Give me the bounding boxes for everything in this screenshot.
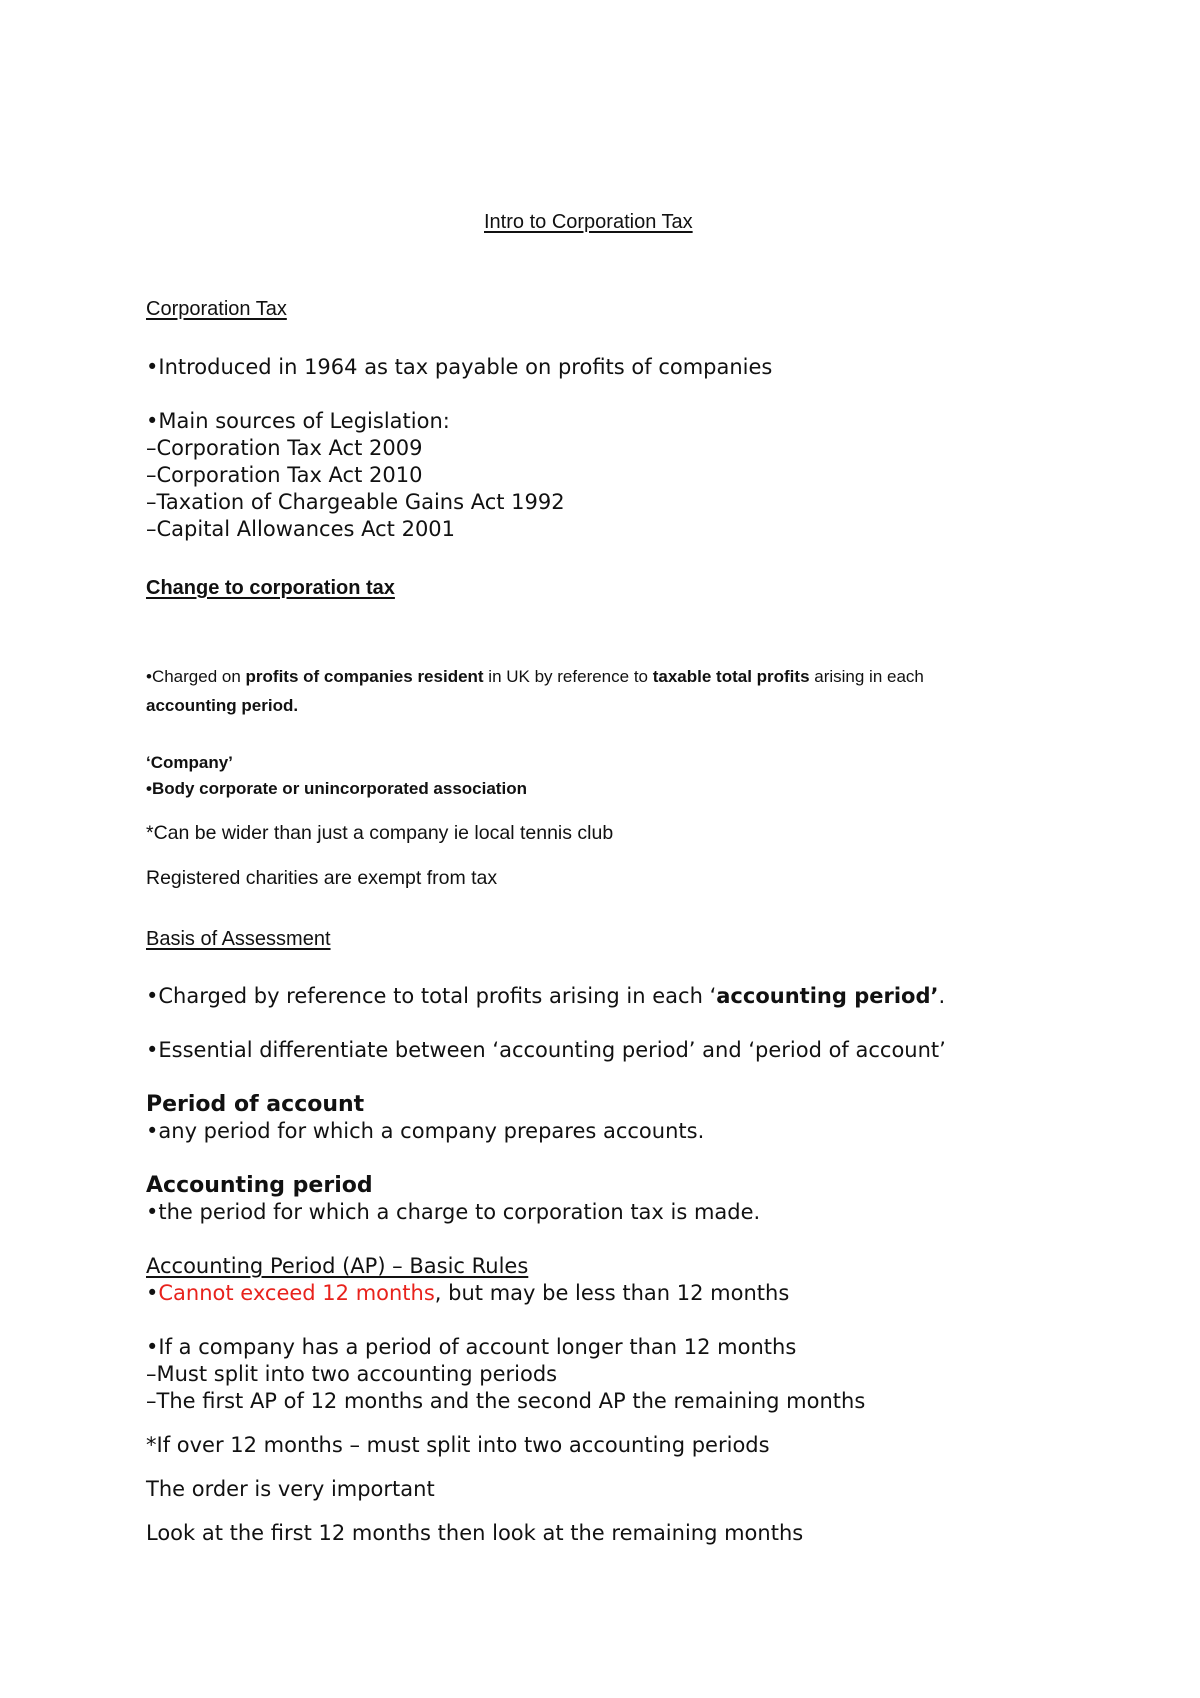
document-title: Intro to Corporation Tax [484, 211, 693, 233]
source-item: –Corporation Tax Act 2010 [146, 463, 423, 487]
basis-charged-end: . [938, 984, 946, 1008]
accounting-period-heading: Accounting period [146, 1173, 373, 1198]
over-12-note: *If over 12 months – must split into two accounting periods [146, 1433, 770, 1457]
basis-charged-bold: accounting period’ [716, 984, 939, 1008]
order-note: The order is very important [146, 1477, 435, 1501]
rule-1-line [146, 1283, 789, 1304]
basis-charged-line [146, 986, 945, 1007]
source-item: –Corporation Tax Act 2009 [146, 436, 423, 460]
look-note: Look at the first 12 months then look at the remaining months [146, 1521, 804, 1545]
charged-on-line-2: accounting period. [146, 696, 299, 715]
charged-on-line [146, 668, 924, 685]
section-heading-basis: Basis of Assessment [146, 928, 331, 950]
charged-bold: taxable total profits [652, 667, 810, 686]
rule-1-rest: , but may be less than 12 months [434, 1281, 790, 1305]
rule-2-line: •If a company has a period of account longer than 12 months [146, 1335, 797, 1359]
company-label: ‘Company’ [146, 753, 233, 772]
wider-note: *Can be wider than just a company ie local tennis club [146, 822, 614, 844]
period-of-account-heading: Period of account [146, 1092, 365, 1117]
source-item: –Capital Allowances Act 2001 [146, 517, 456, 541]
section-heading-corporation-tax: Corporation Tax [146, 298, 287, 320]
rule-2a-line: –Must split into two accounting periods [146, 1362, 558, 1386]
company-definition: •Body corporate or unincorporated association [146, 779, 527, 798]
sources-label: •Main sources of Legislation: [146, 409, 450, 433]
charged-text: arising in each [809, 667, 924, 686]
basis-charged-text: •Charged by reference to total profits arising in each ‘ [146, 984, 717, 1008]
charged-text: in UK by reference to [483, 667, 653, 686]
rule-1-emphasis: Cannot exceed 12 months [158, 1281, 435, 1305]
rule-1-bullet: • [146, 1281, 159, 1305]
period-of-account-def: •any period for which a company prepares accounts. [146, 1119, 705, 1143]
section-heading-change: Change to corporation tax [146, 577, 395, 599]
charged-bold: profits of companies resident [245, 667, 484, 686]
charged-text: •Charged on [146, 667, 246, 686]
basic-rules-heading: Accounting Period (AP) – Basic Rules [146, 1254, 529, 1278]
introduced-line: •Introduced in 1964 as tax payable on profits of companies [146, 355, 773, 379]
essential-line: •Essential differentiate between ‘accounting period’ and ‘period of account’ [146, 1038, 946, 1062]
source-item: –Taxation of Chargeable Gains Act 1992 [146, 490, 565, 514]
rule-2b-line: –The first AP of 12 months and the second AP the remaining months [146, 1389, 866, 1413]
charities-note: Registered charities are exempt from tax [146, 867, 498, 889]
accounting-period-def: •the period for which a charge to corporation tax is made. [146, 1200, 761, 1224]
